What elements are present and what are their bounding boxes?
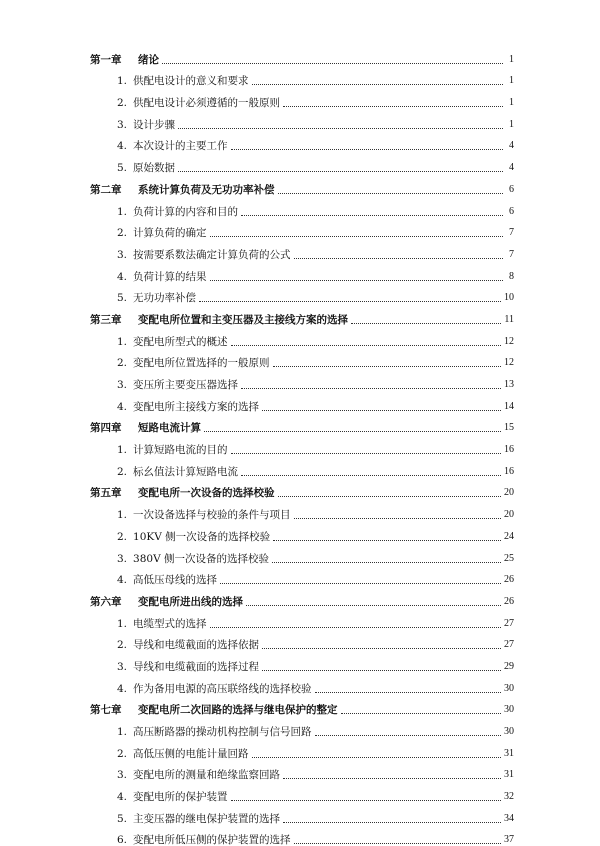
- dot-leader: [294, 518, 501, 519]
- toc-entry-page-number: 8: [509, 270, 514, 282]
- toc-entry-title: 变配电所位置选择的一般原则: [133, 357, 270, 370]
- toc-entry-number: 5.: [117, 812, 128, 825]
- toc-entry-number: 4.: [117, 140, 128, 153]
- toc-section-entry[interactable]: [90, 218, 514, 240]
- toc-entry-title: 导线和电缆截面的选择依据: [133, 639, 260, 652]
- toc-entry-number: 2.: [117, 97, 128, 110]
- toc-entry-title: 负荷计算的结果: [133, 270, 207, 283]
- dot-leader: [199, 301, 501, 302]
- dot-leader: [272, 562, 501, 563]
- dot-leader: [231, 800, 501, 801]
- dot-leader: [294, 258, 503, 259]
- toc-entry-title: 主变压器的继电保护装置的选择: [133, 812, 281, 825]
- toc-entry-title: 变配电所的测量和绝缘监察回路: [133, 769, 281, 782]
- toc-entry-title: 标幺值法计算短路电流: [133, 465, 239, 478]
- toc-entry-number: 第五章: [90, 487, 122, 500]
- toc-entry-title: 电缆型式的选择: [133, 617, 207, 630]
- dot-leader: [283, 106, 503, 107]
- toc-entry-title: 高低压侧的电能计量回路: [133, 747, 249, 760]
- toc-entry-number: 2.: [117, 639, 128, 652]
- toc-section-entry[interactable]: [90, 781, 514, 803]
- toc-entry-number: 3.: [117, 552, 128, 565]
- toc-entry-number: 4.: [117, 574, 128, 587]
- dot-leader: [178, 171, 503, 172]
- dot-leader: [231, 453, 501, 454]
- toc-entry-title: 导线和电缆截面的选择过程: [133, 660, 260, 673]
- toc-entry-title: 变配电所型式的概述: [133, 335, 228, 348]
- toc-entry-page-number: 30: [504, 726, 514, 737]
- toc-entry-title: 负荷计算的内容和目的: [133, 205, 239, 218]
- toc-entry-page-number: 29: [504, 660, 514, 672]
- toc-entry-page-number: 15: [504, 422, 514, 434]
- dot-leader: [262, 670, 501, 671]
- toc-entry-title: 按需要系数法确定计算负荷的公式: [133, 248, 291, 261]
- toc-entry-number: 3.: [117, 769, 128, 782]
- toc-section-entry[interactable]: [90, 66, 514, 88]
- toc-entry-number: 第一章: [90, 53, 122, 66]
- toc-entry-number: 1.: [117, 509, 128, 522]
- toc-section-entry[interactable]: [90, 608, 514, 630]
- toc-entry-number: 4.: [117, 682, 128, 695]
- toc-entry-page-number: 31: [504, 769, 514, 781]
- toc-entry-page-number: 12: [504, 357, 514, 369]
- toc-entry-title: 变配电所一次设备的选择校验: [138, 487, 275, 500]
- dot-leader: [315, 692, 501, 693]
- dot-leader: [204, 431, 501, 432]
- toc-entry-title: 变配电所低压侧的保护装置的选择: [133, 834, 291, 846]
- toc-entry-page-number: 34: [504, 812, 514, 824]
- toc-section-entry[interactable]: [90, 803, 514, 825]
- toc-entry-page-number: 37: [504, 834, 514, 846]
- toc-section-entry[interactable]: [90, 152, 514, 174]
- toc-entry-page-number: 6: [509, 205, 514, 217]
- toc-entry-page-number: 30: [504, 682, 514, 694]
- toc-entry-number: 第三章: [90, 313, 122, 326]
- toc-entry-title: 供配电设计的意义和要求: [133, 75, 249, 88]
- dot-leader: [210, 280, 503, 281]
- toc-entry-number: 5.: [117, 292, 128, 305]
- toc-entry-page-number: 26: [504, 574, 514, 586]
- toc-entry-number: 2.: [117, 357, 128, 370]
- toc-chapter-entry[interactable]: [90, 695, 514, 717]
- toc-entry-title: 变配电所二次回路的选择与继电保护的整定: [138, 704, 338, 717]
- dot-leader: [351, 323, 501, 324]
- toc-entry-title: 变配电所的保护装置: [133, 791, 228, 804]
- toc-entry-title: 无功功率补偿: [133, 292, 197, 305]
- toc-entry-title: 变配电所位置和主变压器及主接线方案的选择: [138, 313, 348, 326]
- dot-leader: [273, 366, 501, 367]
- toc-chapter-entry[interactable]: [90, 586, 514, 608]
- toc-section-entry[interactable]: [90, 456, 514, 478]
- toc-entry-title: 变压所主要变压器选择: [133, 379, 239, 391]
- toc-entry-title: 计算负荷的确定: [133, 227, 207, 240]
- dot-leader: [341, 713, 502, 714]
- toc-section-entry[interactable]: [90, 434, 514, 456]
- toc-entry-number: 第六章: [90, 595, 122, 608]
- toc-entry-title: 供配电设计必须遵循的一般原则: [133, 97, 281, 110]
- toc-section-entry[interactable]: [90, 825, 514, 846]
- dot-leader: [315, 735, 501, 736]
- toc-section-entry[interactable]: [90, 565, 514, 587]
- toc-section-entry[interactable]: [90, 651, 514, 673]
- toc-entry-title: 高低压母线的选择: [133, 574, 218, 587]
- toc-entry-page-number: 16: [504, 465, 514, 477]
- toc-entry-title: 设计步骤: [133, 118, 176, 131]
- toc-entry-page-number: 20: [504, 509, 514, 521]
- toc-entry-number: 1.: [117, 444, 128, 457]
- toc-entry-page-number: 30: [504, 704, 514, 716]
- toc-entry-number: 4.: [117, 791, 128, 804]
- toc-entry-page-number: 13: [504, 379, 514, 390]
- dot-leader: [210, 627, 501, 628]
- dot-leader: [241, 388, 501, 389]
- dot-leader: [294, 843, 501, 844]
- toc-section-entry[interactable]: [90, 499, 514, 521]
- dot-leader: [178, 128, 503, 129]
- toc-entry-page-number: 1: [509, 53, 514, 65]
- toc-entry-page-number: 20: [504, 487, 514, 499]
- dot-leader: [162, 63, 503, 64]
- toc-entry-title: 本次设计的主要工作: [133, 140, 228, 153]
- toc-entry-title: 380V 侧一次设备的选择校验: [133, 552, 269, 565]
- toc-entry-number: 3.: [117, 248, 128, 261]
- toc-entry-number: 1.: [117, 617, 128, 630]
- dot-leader: [231, 149, 503, 150]
- toc-section-entry[interactable]: [90, 196, 514, 218]
- toc-chapter-entry[interactable]: [90, 413, 514, 435]
- toc-entry-number: 第七章: [90, 704, 122, 717]
- toc-entry-number: 2.: [117, 747, 128, 760]
- toc-entry-number: 2.: [117, 227, 128, 240]
- toc-section-entry[interactable]: [90, 109, 514, 131]
- toc-section-entry[interactable]: [90, 369, 514, 391]
- toc-entry-number: 1.: [117, 205, 128, 218]
- dot-leader: [262, 410, 501, 411]
- table-of-contents: [90, 44, 514, 846]
- dot-leader: [252, 757, 501, 758]
- toc-entry-title: 计算短路电流的目的: [133, 444, 228, 457]
- toc-entry-number: 3.: [117, 379, 128, 391]
- toc-entry-number: 2.: [117, 530, 128, 543]
- toc-section-entry[interactable]: [90, 239, 514, 261]
- toc-entry-title: 变配电所进出线的选择: [138, 595, 243, 608]
- toc-entry-number: 第二章: [90, 183, 122, 196]
- toc-entry-page-number: 1: [509, 118, 514, 130]
- dot-leader: [278, 496, 502, 497]
- toc-entry-number: 2.: [117, 465, 128, 478]
- dot-leader: [262, 648, 501, 649]
- toc-entry-number: 4.: [117, 270, 128, 283]
- dot-leader: [241, 215, 503, 216]
- toc-section-entry[interactable]: [90, 326, 514, 348]
- toc-entry-title: 绪论: [138, 53, 159, 66]
- toc-entry-page-number: 32: [504, 791, 514, 803]
- toc-entry-title: 短路电流计算: [138, 422, 201, 435]
- toc-section-entry[interactable]: [90, 283, 514, 305]
- toc-section-entry[interactable]: [90, 716, 514, 738]
- toc-entry-page-number: 11: [504, 313, 514, 325]
- toc-entry-number: 6.: [117, 834, 128, 846]
- toc-entry-number: 3.: [117, 660, 128, 673]
- dot-leader: [283, 822, 501, 823]
- toc-chapter-entry[interactable]: [90, 478, 514, 500]
- toc-entry-page-number: 24: [504, 530, 514, 542]
- toc-entry-number: 3.: [117, 118, 128, 131]
- toc-entry-title: 系统计算负荷及无功功率补偿: [138, 183, 275, 196]
- toc-entry-number: 4.: [117, 400, 128, 413]
- toc-entry-title: 高压断路器的操动机构控制与信号回路: [133, 726, 312, 738]
- toc-entry-number: 1.: [117, 726, 128, 738]
- toc-section-entry[interactable]: [90, 348, 514, 370]
- toc-chapter-entry[interactable]: [90, 174, 514, 196]
- toc-entry-title: 原始数据: [133, 162, 176, 175]
- toc-section-entry[interactable]: [90, 261, 514, 283]
- toc-entry-page-number: 4: [509, 140, 514, 152]
- toc-section-entry[interactable]: [90, 87, 514, 109]
- toc-entry-page-number: 7: [509, 227, 514, 239]
- dot-leader: [283, 778, 501, 779]
- toc-entry-page-number: 25: [504, 552, 514, 564]
- toc-entry-page-number: 4: [509, 162, 514, 174]
- toc-section-entry[interactable]: [90, 543, 514, 565]
- toc-entry-title: 变配电所主接线方案的选择: [133, 400, 260, 413]
- toc-entry-page-number: 27: [504, 617, 514, 629]
- toc-chapter-entry[interactable]: [90, 44, 514, 66]
- toc-entry-page-number: 14: [504, 400, 514, 412]
- toc-entry-title: 一次设备选择与校验的条件与项目: [133, 509, 291, 522]
- toc-entry-page-number: 7: [509, 248, 514, 260]
- toc-section-entry[interactable]: [90, 391, 514, 413]
- toc-entry-page-number: 31: [504, 747, 514, 759]
- toc-section-entry[interactable]: [90, 760, 514, 782]
- toc-entry-number: 1.: [117, 75, 128, 88]
- toc-entry-page-number: 6: [509, 183, 514, 195]
- toc-section-entry[interactable]: [90, 738, 514, 760]
- dot-leader: [210, 236, 503, 237]
- dot-leader: [278, 193, 504, 194]
- toc-section-entry[interactable]: [90, 131, 514, 153]
- toc-entry-page-number: 1: [509, 75, 514, 87]
- dot-leader: [246, 605, 501, 606]
- toc-entry-page-number: 1: [509, 97, 514, 109]
- toc-entry-number: 5.: [117, 162, 128, 175]
- toc-entry-page-number: 16: [504, 444, 514, 456]
- toc-entry-page-number: 12: [504, 335, 514, 347]
- dot-leader: [241, 475, 501, 476]
- toc-entry-page-number: 10: [504, 292, 514, 304]
- dot-leader: [252, 84, 503, 85]
- toc-entry-page-number: 26: [504, 595, 514, 607]
- dot-leader: [220, 583, 501, 584]
- toc-entry-title: 作为备用电源的高压联络线的选择校验: [133, 682, 312, 695]
- toc-section-entry[interactable]: [90, 630, 514, 652]
- toc-chapter-entry[interactable]: [90, 304, 514, 326]
- toc-entry-title: 10KV 侧一次设备的选择校验: [133, 530, 271, 543]
- dot-leader: [273, 540, 501, 541]
- toc-section-entry[interactable]: [90, 521, 514, 543]
- toc-entry-page-number: 27: [504, 639, 514, 651]
- toc-entry-number: 1.: [117, 335, 128, 348]
- dot-leader: [231, 345, 501, 346]
- toc-entry-number: 第四章: [90, 422, 122, 435]
- toc-section-entry[interactable]: [90, 673, 514, 695]
